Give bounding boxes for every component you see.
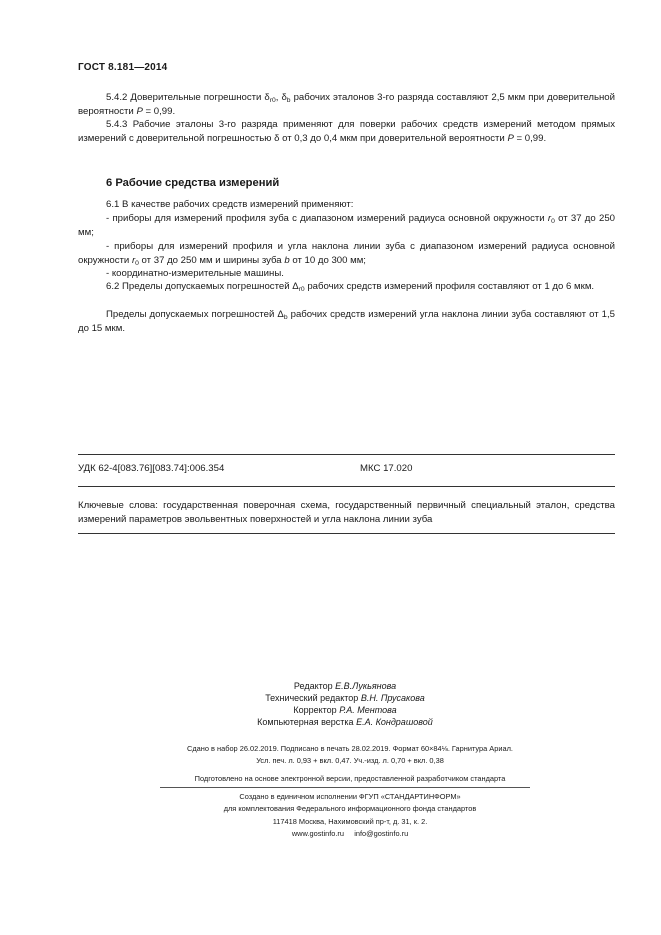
divider <box>78 486 615 487</box>
imprint-line: Создано в единичном исполнении ФГУП «СТАНДАРТИНФОРМ» <box>239 792 461 801</box>
imprint-line: Сдано в набор 26.02.2019. Подписано в печать 28.02.2019. Формат 60×84⅛. Гарнитура Ариал. <box>187 744 513 753</box>
keywords: Ключевые слова: государственная поверочная схема, государственный первичный специальный эталон, средства измерений параметров эвольвентных поверхностей и угла наклона линии зуба <box>78 500 615 525</box>
divider <box>160 787 530 788</box>
paragraph-6-1-intro: 6.1 В качестве рабочих средств измерений применяют: <box>106 199 354 210</box>
divider <box>78 454 615 455</box>
list-item: - координатно-измерительные машины. <box>106 268 284 279</box>
paragraph-6-2-continued: Пределы допускаемых погрешностей $\Delta_b$ рабочих средств измерений угла наклона линии зуба составляют от 1,5 до 15 мкм. <box>78 309 615 334</box>
paragraph-5-4-3: 5.4.3 Рабочие эталоны 3-го разряда применяют для поверки рабочих средств измерений методом прямых измерений с доверительной погрешностью δ от 0,3 до 0,4 мкм при доверительной вероятности P = 0,99. <box>78 119 615 144</box>
imprint-contacts: www.gostinfo.ru info@gostinfo.ru <box>291 829 409 838</box>
list-item: - приборы для измерений профиля зуба с диапазоном измерений радиуса основной окружности $r_0$ от 37 до 250 мм; <box>78 213 615 238</box>
credit-editor: Редактор Е.В.Лукьянова <box>293 681 397 691</box>
paragraph-6-2: 6.2 Пределы допускаемых погрешностей $\Delta_{r0}$ рабочих средств измерений профиля составляют от 1 до 6 мкм. <box>106 281 595 293</box>
imprint-line: Усл. печ. л. 0,93 + вкл. 0,47. Уч.-изд. л. 0,70 + вкл. 0,38 <box>256 756 444 765</box>
list-item: - приборы для измерений профиля и угла наклона линии зуба с диапазоном измерений радиуса основной окружности $r_0$ от 37 до 250 мм и ширины зуба b от 10 до 300 мм; <box>78 241 615 267</box>
udc-code: УДК 62-4[083.76][083.74]:006.354 <box>78 463 225 474</box>
credit-layout: Компьютерная верстка Е.А. Кондрашовой <box>257 717 433 727</box>
divider <box>78 533 615 534</box>
mks-code: МКС 17.020 <box>360 463 413 474</box>
credit-tech-editor: Технический редактор В.Н. Прусакова <box>265 693 425 703</box>
imprint-line: 117418 Москва, Нахимовский пр-т, д. 31, к. 2. <box>272 817 428 826</box>
credit-corrector: Корректор Р.А. Ментова <box>293 705 397 715</box>
section-6-title: 6 Рабочие средства измерений <box>106 177 280 189</box>
document-id-header: ГОСТ 8.181—2014 <box>78 62 168 73</box>
imprint-line: для комплектования Федерального информационного фонда стандартов <box>223 804 477 813</box>
paragraph-5-4-2: 5.4.2 Доверительные погрешности $\delta_{r0}$, $\delta_b$ рабочих эталонов 3-го разряда составляют 2,5 мкм при доверительной вероятности P = 0,99. <box>78 92 615 117</box>
imprint-line: Подготовлено на основе электронной версии, предоставленной разработчиком стандарта <box>194 774 506 783</box>
